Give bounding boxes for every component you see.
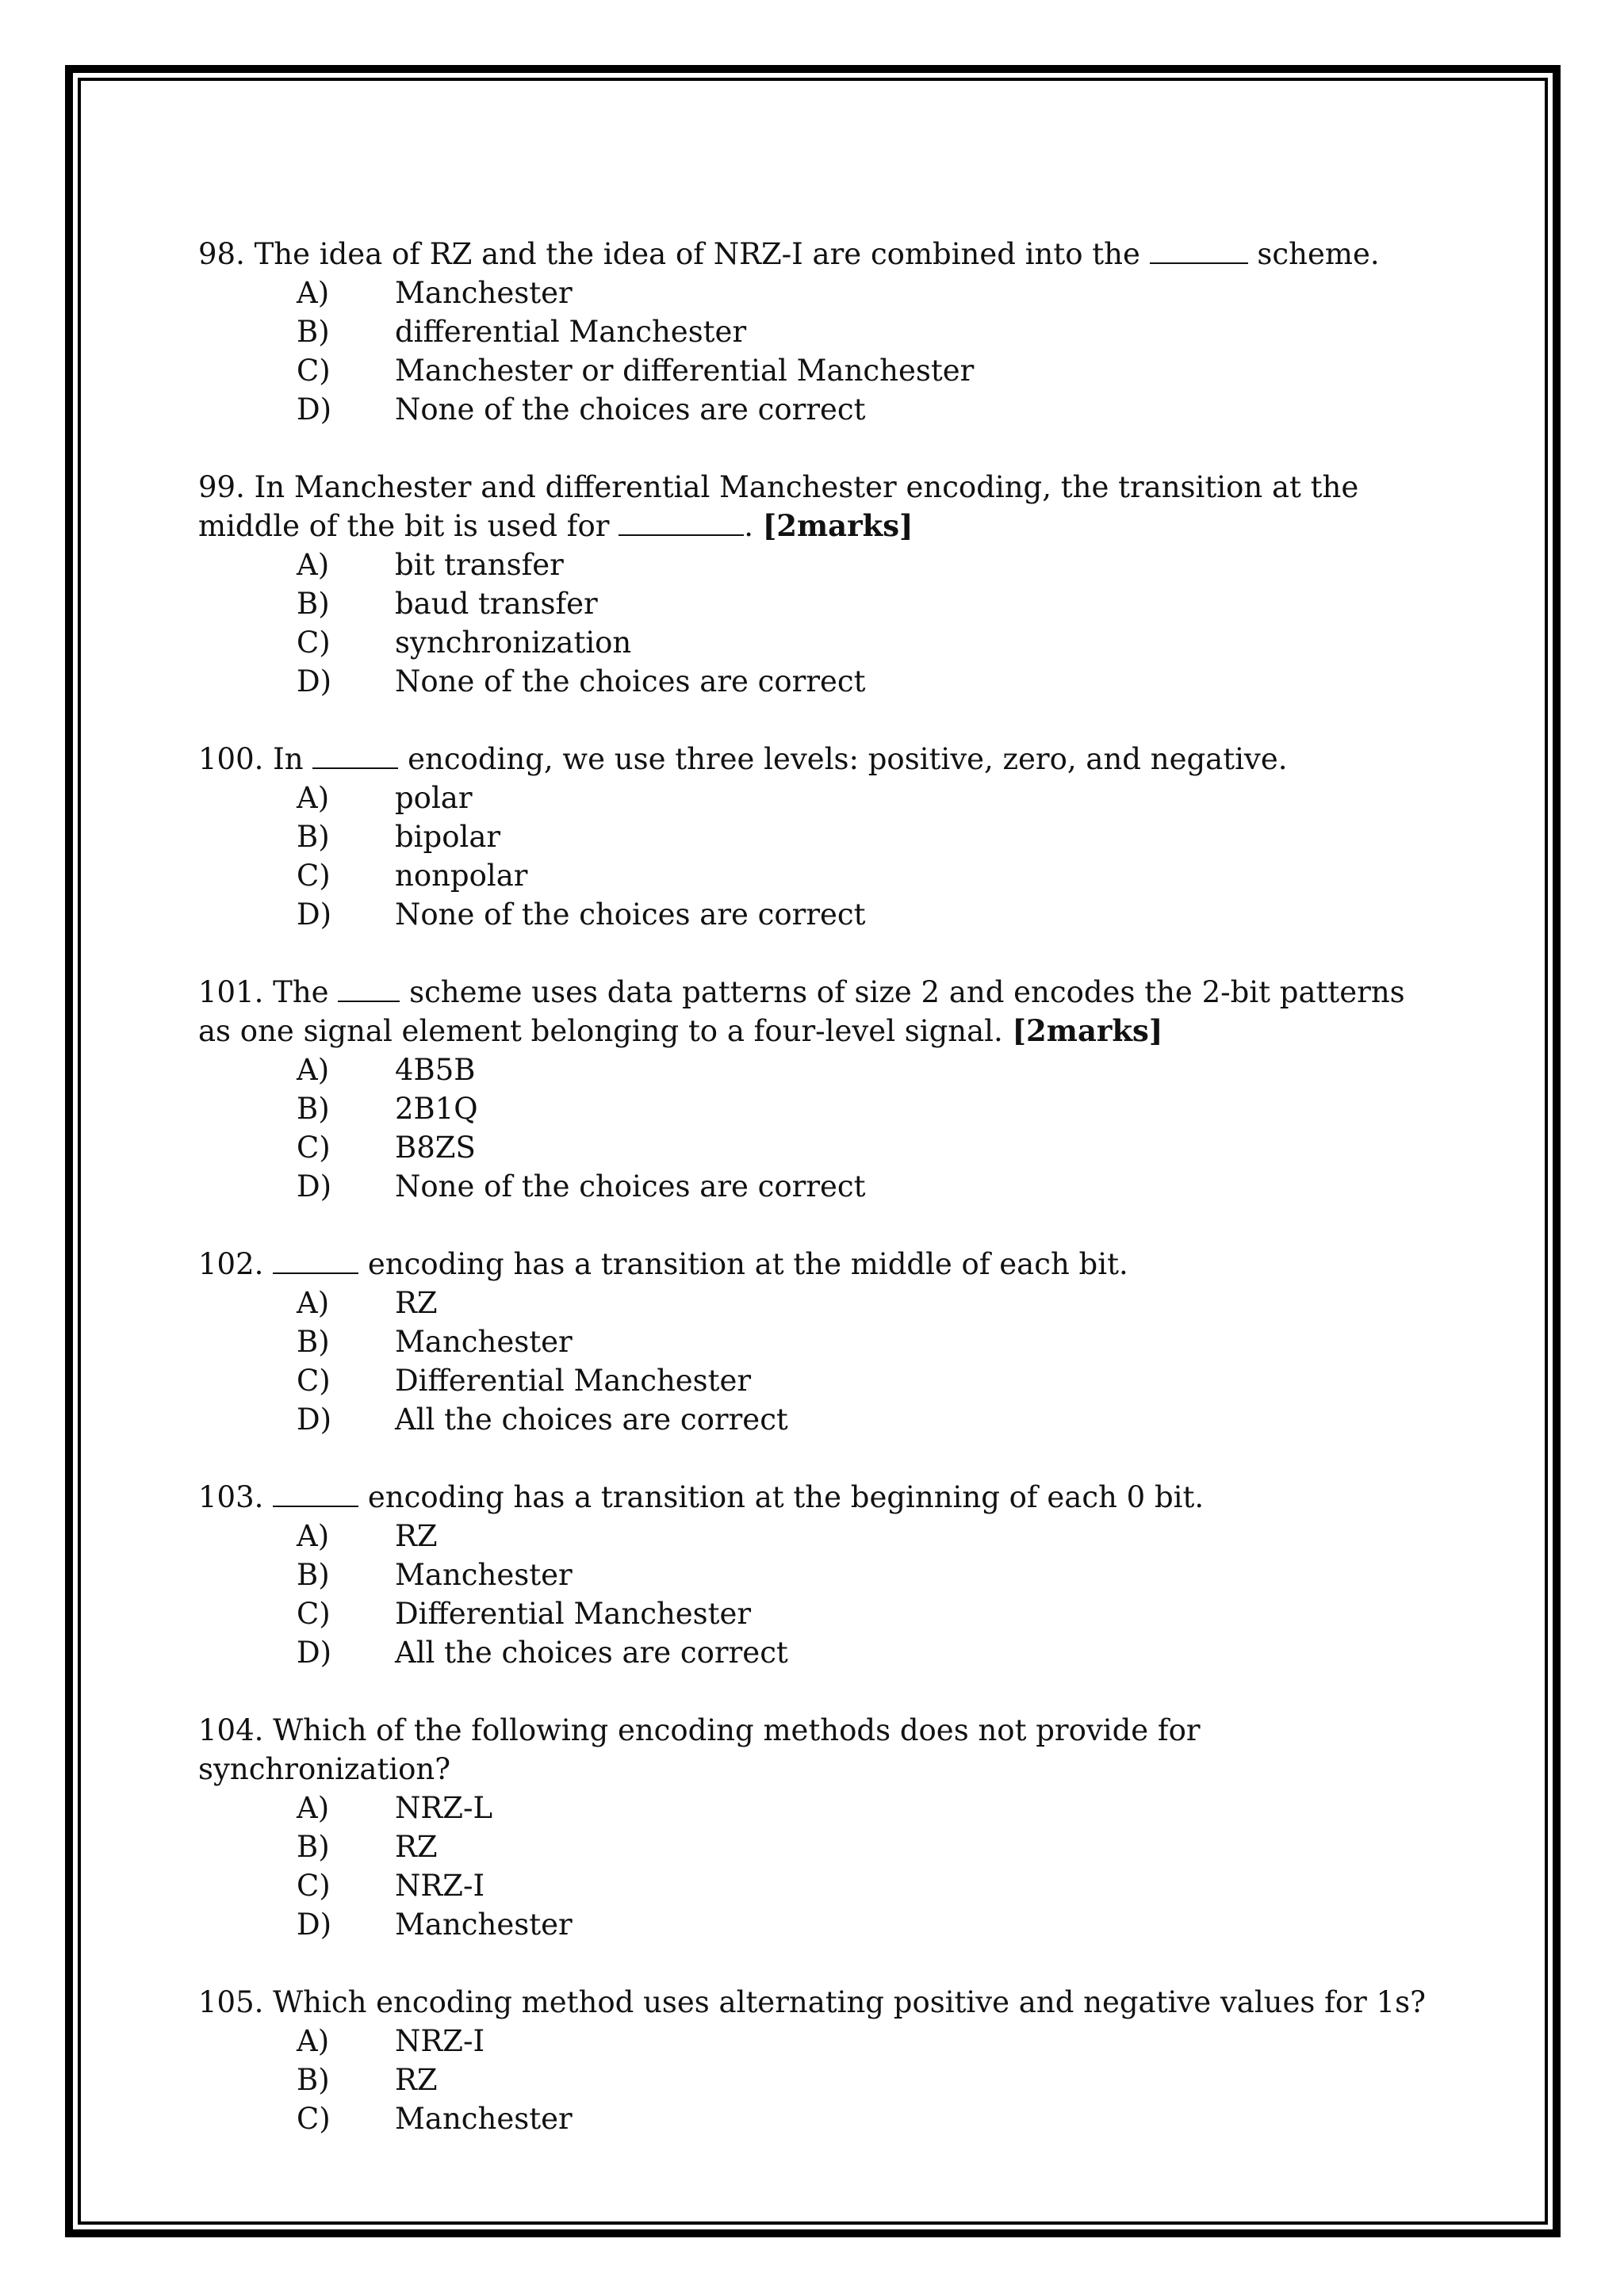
question-number: 98. [198, 237, 245, 271]
option-text: Manchester [395, 276, 573, 310]
option-item [198, 274, 1435, 312]
question-number: 101. [198, 975, 264, 1009]
option-text: RZ [395, 1830, 438, 1864]
option-letter: D) [297, 1169, 332, 1203]
option-text: Manchester or differential Manchester [395, 354, 975, 388]
option-item [198, 1284, 1435, 1322]
option-item [198, 2022, 1435, 2061]
option-letter: D) [297, 1908, 332, 1942]
option-item [198, 1556, 1435, 1594]
question-text [198, 1711, 1435, 1789]
question-number: 100. [198, 742, 264, 776]
question-105 [198, 1983, 1435, 2138]
option-item [198, 817, 1435, 856]
option-letter: B) [297, 315, 330, 349]
question-stem-end: encoding has a transition at the middle of each bit. [367, 1247, 1128, 1281]
option-text: baud transfer [395, 587, 598, 621]
option-text: Manchester [395, 2102, 573, 2136]
option-item [198, 312, 1435, 351]
question-stem-start: In [273, 742, 304, 776]
option-letter: B) [297, 587, 330, 621]
option-letter: C) [297, 626, 331, 660]
option-letter: A) [297, 781, 330, 815]
question-stem-end: encoding has a transition at the beginning of each 0 bit. [367, 1480, 1205, 1514]
question-stem-start: Which encoding method uses alternating positive and negative values for 1s? [273, 1985, 1426, 2019]
option-item [198, 1633, 1435, 1672]
option-text: polar [395, 781, 473, 815]
option-letter: A) [297, 1286, 330, 1320]
option-list [198, 1517, 1435, 1672]
question-stem-end: . [744, 509, 753, 543]
question-number: 104. [198, 1713, 264, 1747]
option-list [198, 2022, 1435, 2138]
option-letter: B) [297, 1092, 330, 1126]
option-letter: D) [297, 392, 332, 427]
option-item [198, 390, 1435, 429]
answer-blank [1150, 239, 1248, 264]
question-102 [198, 1245, 1435, 1439]
option-text: Differential Manchester [395, 1364, 752, 1398]
option-text: RZ [395, 1519, 438, 1553]
option-item [198, 584, 1435, 623]
question-98 [198, 235, 1435, 429]
option-item [198, 623, 1435, 662]
option-letter: C) [297, 1364, 331, 1398]
option-letter: B) [297, 1558, 330, 1592]
option-text: NRZ-I [395, 2024, 485, 2058]
option-item [198, 662, 1435, 701]
option-item [198, 351, 1435, 390]
answer-blank [312, 744, 398, 769]
option-item [198, 1400, 1435, 1439]
option-item [198, 1594, 1435, 1633]
option-text: nonpolar [395, 859, 528, 893]
option-list [198, 1050, 1435, 1206]
option-text: synchronization [395, 626, 632, 660]
question-number: 105. [198, 1985, 264, 2019]
option-text: 4B5B [395, 1053, 476, 1087]
option-item [198, 1089, 1435, 1128]
option-item [198, 856, 1435, 895]
option-text: Differential Manchester [395, 1597, 752, 1631]
option-text: Manchester [395, 1558, 573, 1592]
question-stem-start: The idea of RZ and the idea of NRZ-I are combined into the [254, 237, 1140, 271]
option-letter: C) [297, 354, 331, 388]
option-letter: B) [297, 2063, 330, 2097]
option-letter: C) [297, 1869, 331, 1903]
option-item [198, 1361, 1435, 1400]
question-103 [198, 1478, 1435, 1672]
question-text [198, 1478, 1435, 1517]
option-item [198, 1128, 1435, 1167]
option-letter: B) [297, 1325, 330, 1359]
question-99 [198, 468, 1435, 701]
option-text: None of the choices are correct [395, 392, 866, 427]
option-item [198, 1517, 1435, 1556]
option-item [198, 545, 1435, 584]
option-letter: B) [297, 820, 330, 854]
option-text: bit transfer [395, 548, 564, 582]
option-item [198, 2099, 1435, 2138]
question-stem-start: The [273, 975, 329, 1009]
question-stem-end: encoding, we use three levels: positive, zero, and negative. [408, 742, 1288, 776]
option-text: None of the choices are correct [395, 897, 866, 932]
answer-blank [273, 1249, 358, 1274]
option-text: All the choices are correct [395, 1402, 788, 1437]
option-text: Manchester [395, 1908, 573, 1942]
option-list [198, 545, 1435, 701]
option-text: None of the choices are correct [395, 1169, 866, 1203]
option-list [198, 274, 1435, 429]
question-stem-end: scheme uses data patterns of size 2 and encodes the 2-bit patterns as one signal element belonging to a four-level signal. [198, 975, 1405, 1048]
option-text: 2B1Q [395, 1092, 478, 1126]
option-text: differential Manchester [395, 315, 747, 349]
option-letter: C) [297, 1597, 331, 1631]
marks-label: [2marks] [1012, 1013, 1163, 1048]
option-letter: D) [297, 1402, 332, 1437]
option-text: Manchester [395, 1325, 573, 1359]
option-letter: A) [297, 1053, 330, 1087]
option-text: NRZ-I [395, 1869, 485, 1903]
option-item [198, 1167, 1435, 1206]
option-item [198, 1866, 1435, 1905]
option-list [198, 1789, 1435, 1944]
option-list [198, 1284, 1435, 1439]
question-100 [198, 740, 1435, 934]
option-item [198, 1827, 1435, 1866]
option-letter: A) [297, 2024, 330, 2058]
option-letter: A) [297, 1791, 330, 1825]
option-letter: D) [297, 1636, 332, 1670]
option-letter: C) [297, 2102, 331, 2136]
question-number: 99. [198, 470, 245, 504]
option-text: All the choices are correct [395, 1636, 788, 1670]
question-stem-end: scheme. [1257, 237, 1380, 271]
question-text [198, 235, 1435, 274]
question-list [198, 235, 1435, 2177]
question-text [198, 740, 1435, 779]
question-number: 103. [198, 1480, 264, 1514]
marks-label: [2marks] [762, 508, 914, 543]
option-text: B8ZS [395, 1131, 476, 1165]
option-letter: C) [297, 859, 331, 893]
option-item [198, 2061, 1435, 2099]
option-text: RZ [395, 2063, 438, 2097]
answer-blank [619, 511, 744, 536]
question-text [198, 973, 1435, 1050]
option-item [198, 1905, 1435, 1944]
question-text [198, 468, 1435, 545]
option-text: RZ [395, 1286, 438, 1320]
option-letter: B) [297, 1830, 330, 1864]
question-text [198, 1245, 1435, 1284]
question-stem-start: In Manchester and differential Manchester encoding, the transition at the middle of the bit is used for [198, 470, 1359, 543]
question-104 [198, 1711, 1435, 1944]
option-text: NRZ-L [395, 1791, 493, 1825]
option-letter: D) [297, 664, 332, 698]
option-text: bipolar [395, 820, 501, 854]
answer-blank [273, 1482, 358, 1507]
option-item [198, 1050, 1435, 1089]
option-item [198, 1789, 1435, 1827]
question-101 [198, 973, 1435, 1206]
option-letter: A) [297, 1519, 330, 1553]
option-list [198, 779, 1435, 934]
option-letter: A) [297, 548, 330, 582]
question-text [198, 1983, 1435, 2022]
option-text: None of the choices are correct [395, 664, 866, 698]
option-letter: A) [297, 276, 330, 310]
question-stem-start: Which of the following encoding methods does not provide for synchronization? [198, 1713, 1201, 1786]
option-item [198, 779, 1435, 817]
option-letter: D) [297, 897, 332, 932]
option-letter: C) [297, 1131, 331, 1165]
option-item [198, 1322, 1435, 1361]
question-number: 102. [198, 1247, 264, 1281]
answer-blank [338, 977, 400, 1002]
option-item [198, 895, 1435, 934]
